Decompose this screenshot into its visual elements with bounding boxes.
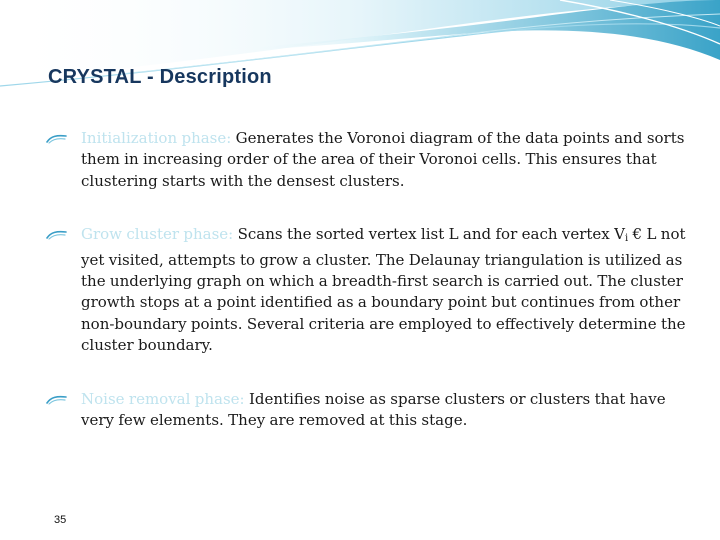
bullet-term: Noise removal phase: (81, 389, 245, 408)
bullet-initialization (40, 128, 690, 192)
swoosh-bullet-icon (46, 394, 68, 406)
bullet-text: Scans the sorted vertex list L and for each vertex V (233, 225, 625, 244)
bullet-noise-removal (40, 389, 690, 432)
page-number: 35 (54, 514, 67, 526)
slide-title: CRYSTAL - Description (48, 66, 272, 88)
swoosh-bullet-icon (46, 229, 68, 241)
bullet-text: Identifies noise as sparse clusters or clusters that have very few elements. They are removed at this stage. (81, 389, 666, 430)
vertex-subscript: i (624, 233, 629, 245)
bullet-text: € L not yet visited, attempts to grow a cluster. The Delaunay triangulation is utilized as the underlying graph on which a breadth-first search is carried out. The cluster growth stops at a point identified as a boundary point but continues from other non-boundary points. Several criteria are employed to effectively determine the cluster boundary. (81, 225, 686, 355)
bullet-term: Initialization phase: (81, 129, 232, 147)
bullet-list (40, 128, 690, 431)
swoosh-bullet-icon (46, 133, 68, 145)
bullet-term: Grow cluster phase: (81, 225, 234, 244)
bullet-text: Generates the Voronoi diagram of the data points and sorts them in increasing order of the area of their Voronoi cells. This ensures that clustering starts with the densest clusters. (81, 129, 685, 190)
bullet-grow-cluster (40, 224, 690, 356)
